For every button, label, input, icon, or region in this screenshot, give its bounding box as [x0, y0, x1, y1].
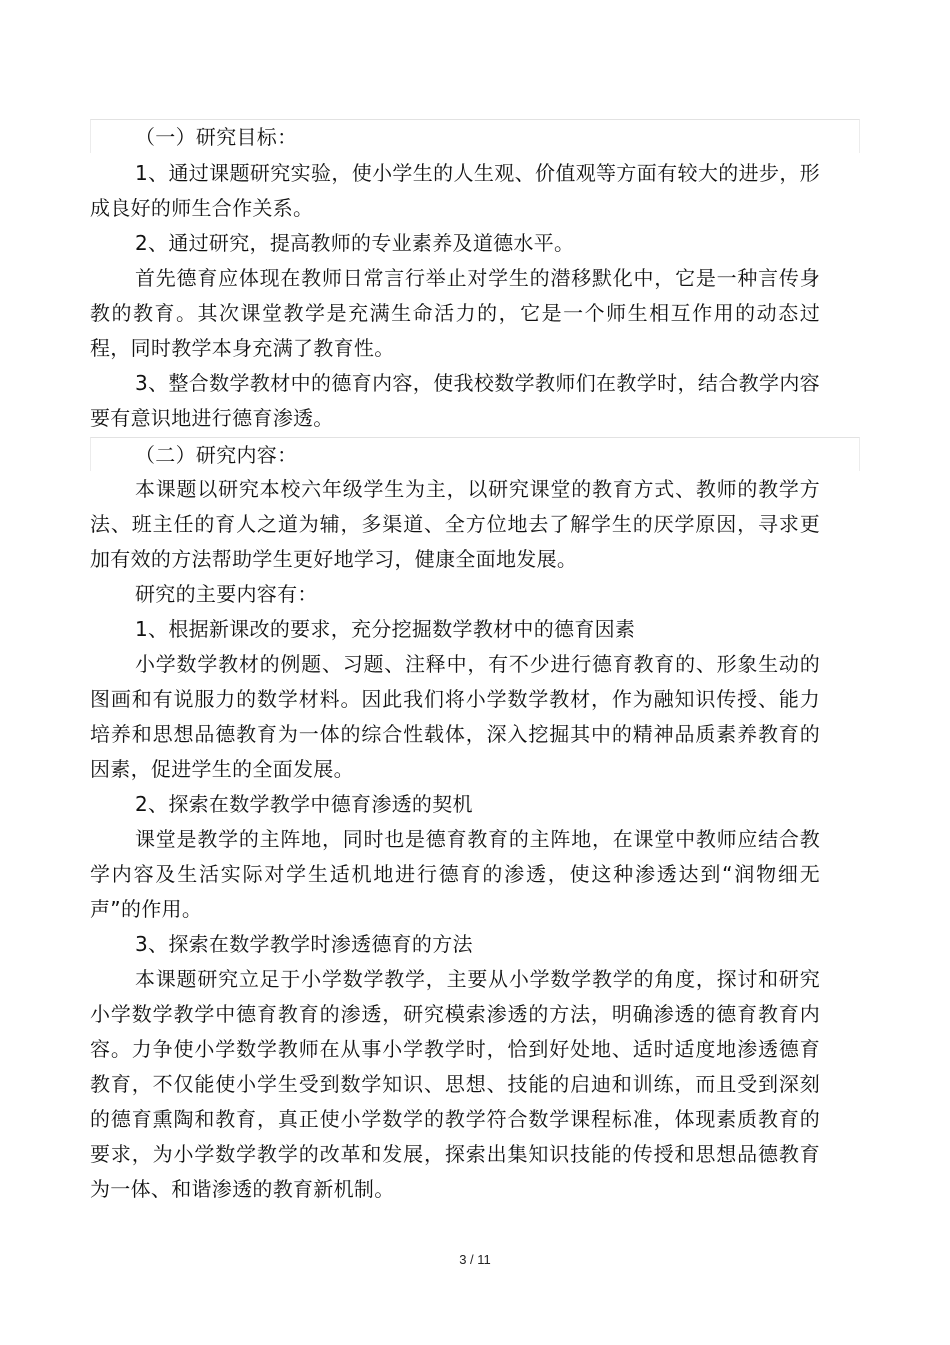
section-heading-frame-2	[90, 437, 860, 471]
section-heading-research-content: （二）研究内容：	[135, 443, 298, 467]
paragraph: 本课题研究立足于小学数学教学，主要从小学数学教学的角度，探讨和研究小学数学教学中德育教育的渗透，研究模索渗透的方法，明确渗透的德育教育内容。力争使小学数学教师在从事小学教学时，恰到好处地、适时适度地渗透德育教育，不仅能使小学生受到数学知识、思想、技能的启迪和训练，而且受到深刻的德育熏陶和教育，真正使小学数学的教学符合数学课程标准，体现素质教育的要求，为小学数学教学的改革和发展，探索出集知识技能的传授和思想品德教育为一体、和谐渗透的教育新机制。	[90, 967, 820, 1201]
section-heading-research-goals: （一）研究目标：	[135, 125, 298, 149]
paragraph: 本课题以研究本校六年级学生为主，以研究课堂的教育方式、教师的教学方法、班主任的育人之道为辅，多渠道、全方位地去了解学生的厌学原因，寻求更加有效的方法帮助学生更好地学习，健康全面地发展。	[90, 477, 820, 571]
paragraph: 研究的主要内容有：	[135, 582, 318, 606]
paragraph: 2、探索在数学教学中德育渗透的契机	[135, 792, 473, 816]
paragraph: 3、整合数学教材中的德育内容，使我校数学教师们在教学时，结合教学内容要有意识地进行德育渗透。	[90, 371, 820, 430]
paragraph: 1、根据新课改的要求，充分挖掘数学教材中的德育因素	[135, 617, 636, 641]
paragraph: 1、通过课题研究实验，使小学生的人生观、价值观等方面有较大的进步，形成良好的师生合作关系。	[90, 161, 820, 220]
paragraph: 首先德育应体现在教师日常言行举止对学生的潜移默化中，它是一种言传身教的教育。其次课堂教学是充满生命活力的，它是一个师生相互作用的动态过程，同时教学本身充满了教育性。	[90, 266, 820, 360]
paragraph: 3、探索在数学教学时渗透德育的方法	[135, 932, 473, 956]
section-heading-frame-1	[90, 119, 860, 153]
paragraph: 2、通过研究，提高教师的专业素养及道德水平。	[135, 231, 575, 255]
paragraph: 课堂是教学的主阵地，同时也是德育教育的主阵地，在课堂中教师应结合教学内容及生活实际对学生适机地进行德育的渗透，使这种渗透达到“润物细无声”的作用。	[90, 827, 820, 921]
section-body-research-content	[90, 472, 820, 1207]
section-body-research-goals	[90, 156, 820, 436]
page-number: 3 / 11	[459, 1252, 491, 1267]
paragraph: 小学数学教材的例题、习题、注释中，有不少进行德育教育的、形象生动的图画和有说服力的数学材料。因此我们将小学数学教材，作为融知识传授、能力培养和思想品德教育为一体的综合性载体，深入挖掘其中的精神品质素养教育的因素，促进学生的全面发展。	[90, 652, 820, 781]
